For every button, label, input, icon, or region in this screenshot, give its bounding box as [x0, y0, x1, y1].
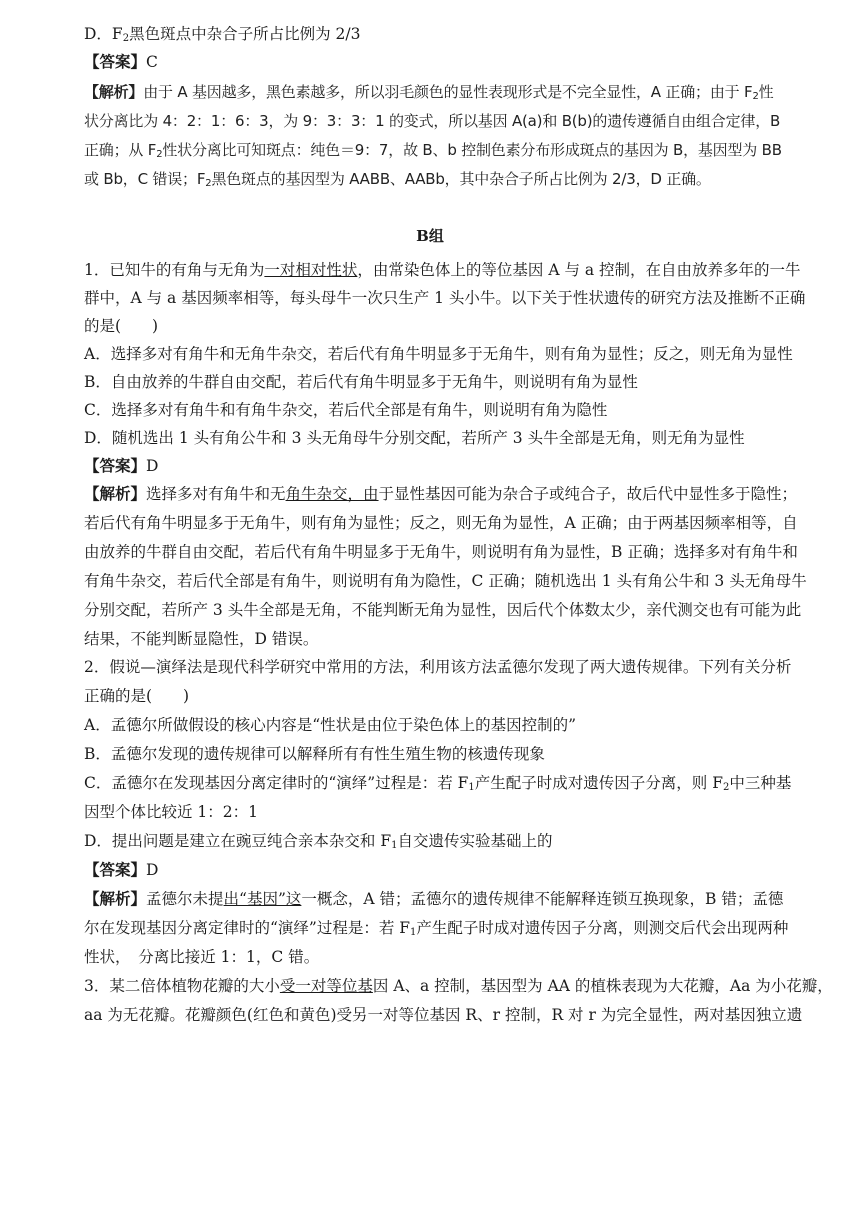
q2-explain-3: 性状， 分离比接近 1：1，C 错。: [84, 948, 320, 966]
section-heading: B组: [416, 227, 444, 245]
q1-explain-6: 结果，不能判断显隐性，D 错误。: [84, 630, 319, 648]
q2-explain-1: 【解析】孟德尔未提出“基因”这一概念，A 错；孟德尔的遗传规律不能解释连锁互换现象，B 错；孟德: [84, 889, 784, 908]
answer-line: 【答案】C: [84, 52, 158, 71]
q2-option-b: B．孟德尔发现的遗传规律可以解释所有有性生殖生物的核遗传现象: [84, 745, 545, 763]
q1-explain-2: 若后代有角牛明显多于无角牛，则有角为显性；反之，则无角为显性，A 正确；由于两基因频率相等，自: [84, 514, 798, 532]
analysis-line-3: 正确；从 $F_2$性状分离比可知斑点：纯色＝9：7，故 B、b 控制色素分布形成斑点的基因为 B，基因型为 BB: [84, 141, 782, 160]
q1-option-d: D．随机选出 1 头有角公牛和 3 头无角母牛分别交配，若所产 3 头牛全部是无角，则无角为显性: [84, 429, 745, 447]
q1-explain-5: 分别交配，若所产 3 头牛全部是无角，不能判断无角为显性，因后代个体数太少，亲代测交也有可能为此: [84, 601, 802, 619]
analysis-line-4: 或 Bb，C 错误；$F_2$黑色斑点的基因型为 AABB、AABb，其中杂合子所占比例为 2/3，D 正确。: [84, 170, 711, 189]
q3-stem-1: 3．某二倍体植物花瓣的大小受一对等位基因 A、a 控制，基因型为 AA 的植株表现为大花瓣，Aa 为小花瓣，: [84, 977, 833, 995]
q1-stem-1: 1．已知牛的有角与无角为一对相对性状，由常染色体上的等位基因 A 与 a 控制，在自由放养多年的一牛: [84, 261, 801, 279]
q2-option-d: D．提出问题是建立在豌豆纯合亲本杂交和 $F_1$自交遗传实验基础上的: [84, 832, 553, 851]
q2-answer: 【答案】D: [84, 860, 159, 879]
q2-option-c-2: 因型个体比较近 1：2：1: [84, 803, 259, 821]
q1-explain-4: 有角牛杂交，若后代全部是有角牛，则说明有角为隐性，C 正确；随机选出 1 头有角公牛和 3 头无角母牛: [84, 572, 807, 590]
q2-explain-2: 尔在发现基因分离定律时的“演绎”过程是：若 $F_1$产生配子时成对遗传因子分离，则测交后代会出现两种: [84, 919, 789, 938]
q1-option-c: C．选择多对有角牛和有角牛杂交，若后代全部是有角牛，则说明有角为隐性: [84, 401, 608, 419]
q1-option-a: A．选择多对有角牛和无角牛杂交，若后代有角牛明显多于无角牛，则有角为显性；反之，则无角为显性: [84, 345, 793, 363]
analysis-line-2: 状分离比为 4：2：1：6：3，为 9：3：3：1 的变式，所以基因 A(a)和 B(b)的遗传遵循自由组合定律，B: [84, 112, 781, 130]
q3-stem-2: aa 为无花瓣。花瓣颜色(红色和黄色)受另一对等位基因 R、r 控制，R 对 r 为完全显性，两对基因独立遗: [84, 1006, 803, 1024]
q2-option-a: A．孟德尔所做假设的核心内容是“性状是由位于染色体上的基因控制的”: [84, 716, 577, 734]
q1-stem-2: 群中，A 与 a 基因频率相等，每头母牛一次只生产 1 头小牛。以下关于性状遗传的研究方法及推断不正确: [84, 289, 806, 307]
q1-answer: 【答案】D: [84, 456, 159, 475]
q1-explain-1: 【解析】选择多对有角牛和无角牛杂交，由于显性基因可能为杂合子或纯合子，故后代中显性多于隐性；: [84, 484, 798, 503]
option-d: D．$F_2$黑色斑点中杂合子所占比例为 2/3: [84, 25, 361, 44]
q2-stem-1: 2．假说—演绎法是现代科学研究中常用的方法，利用该方法孟德尔发现了两大遗传规律。下列有关分析: [84, 658, 792, 676]
q1-explain-3: 由放养的牛群自由交配，若后代有角牛明显多于无角牛，则说明有角为显性，B 正确；选择多对有角牛和: [84, 543, 798, 561]
q1-option-b: B．自由放养的牛群自由交配，若后代有角牛明显多于无角牛，则说明有角为显性: [84, 373, 638, 391]
analysis-line-1: 【解析】由于 A 基因越多，黑色素越多，所以羽毛颜色的显性表现形式是不完全显性，A 正确；由于 $F_2$性: [84, 83, 774, 102]
q2-stem-2: 正确的是( ): [84, 687, 190, 705]
q2-option-c-1: C．孟德尔在发现基因分离定律时的“演绎”过程是：若 $F_1$产生配子时成对遗传因子分离，则 $F_2$中三种基: [84, 774, 792, 793]
q1-stem-3: 的是( ): [84, 317, 159, 335]
